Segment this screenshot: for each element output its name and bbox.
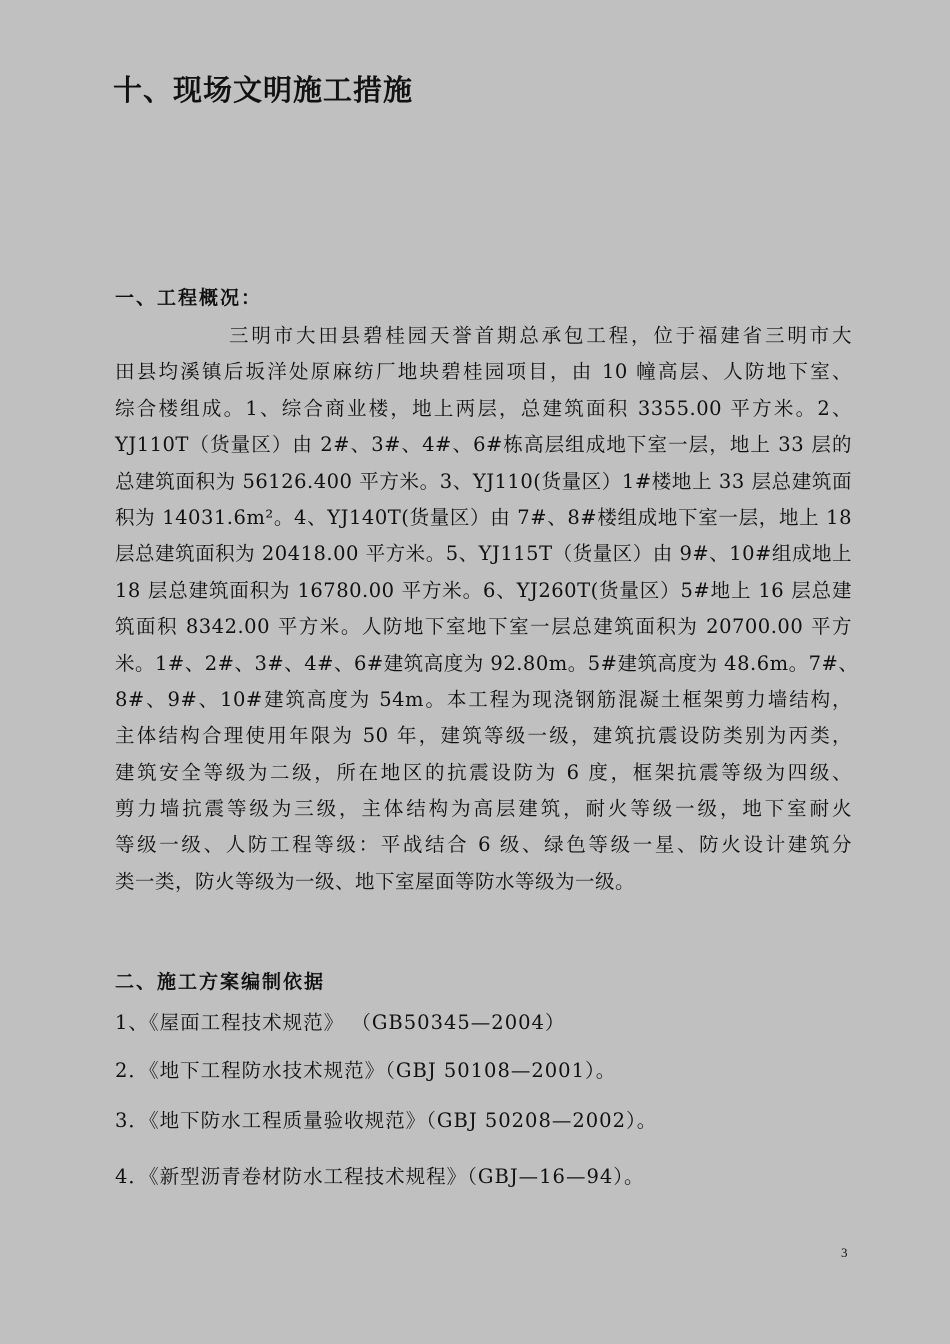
- overview-paragraph: [115, 318, 859, 900]
- paragraph-line: 层总建筑面积为 20418.00 平方米。5、YJ115T（货量区）由 9#、10#组成地上: [115, 542, 852, 566]
- paragraph-line: 米。1#、2#、3#、4#、6#建筑高度为 92.80m。5#建筑高度为 48.6m。7#、: [115, 651, 859, 675]
- section-heading-basis: 二、施工方案编制依据: [115, 971, 326, 993]
- section-heading-overview: 一、工程概况：: [115, 287, 263, 309]
- paragraph-line: 等级一级、人防工程等级：平战结合 6 级、绿色等级一星、防火设计建筑分: [115, 833, 852, 857]
- paragraph-line: 三明市大田县碧桂园天誉首期总承包工程，位于福建省三明市大: [229, 324, 852, 347]
- basis-list-item: 2．《地下工程防水技术规范》（GBJ 50108—2001）。: [115, 1059, 617, 1082]
- paragraph-line: 综合楼组成。1、综合商业楼，地上两层，总建筑面积 3355.00 平方米。2、: [115, 396, 852, 420]
- basis-list-item: 1、《屋面工程技术规范》 （GB50345—2004）: [115, 1011, 566, 1034]
- paragraph-line: 主体结构合理使用年限为 50 年，建筑等级一级，建筑抗震设防类别为丙类，: [115, 724, 852, 748]
- paragraph-line: 剪力墙抗震等级为三级，主体结构为高层建筑，耐火等级一级，地下室耐火: [115, 797, 852, 821]
- page-title: 十、现场文明施工措施: [113, 73, 414, 107]
- basis-list-item: 3．《地下防水工程质量验收规范》（GBJ 50208—2002）。: [115, 1109, 658, 1132]
- paragraph-line: 类一类，防火等级为一级、地下室屋面等防水等级为一级。: [115, 869, 636, 893]
- paragraph-line: 田县均溪镇后坂洋处原麻纺厂地块碧桂园项目，由 10 幢高层、人防地下室、: [115, 360, 852, 384]
- basis-list-item: 4．《新型沥青卷材防水工程技术规程》（GBJ—16—94）。: [115, 1165, 645, 1188]
- page-number: 3: [841, 1245, 848, 1260]
- paragraph-line: 建筑安全等级为二级，所在地区的抗震设防为 6 度，框架抗震等级为四级、: [115, 760, 852, 784]
- paragraph-line: 8#、9#、10#建筑高度为 54m。本工程为现浇钢筋混凝土框架剪力墙结构，: [115, 687, 852, 711]
- paragraph-line: 18 层总建筑面积为 16780.00 平方米。6、YJ260T(货量区）5#地上 16 层总建: [115, 578, 852, 602]
- paragraph-line: 总建筑面积为 56126.400 平方米。3、YJ110(货量区）1#楼地上 33 层总建筑面: [115, 469, 852, 493]
- paragraph-line: YJ110T（货量区）由 2#、3#、4#、6#栋高层组成地下室一层，地上 33 层的: [115, 433, 852, 457]
- paragraph-line: 筑面积 8342.00 平方米。人防地下室地下室一层总建筑面积为 20700.00 平方: [115, 615, 852, 639]
- paragraph-line: 积为 14031.6m²。4、YJ140T(货量区）由 7#、8#楼组成地下室一层，地上 18: [115, 505, 852, 529]
